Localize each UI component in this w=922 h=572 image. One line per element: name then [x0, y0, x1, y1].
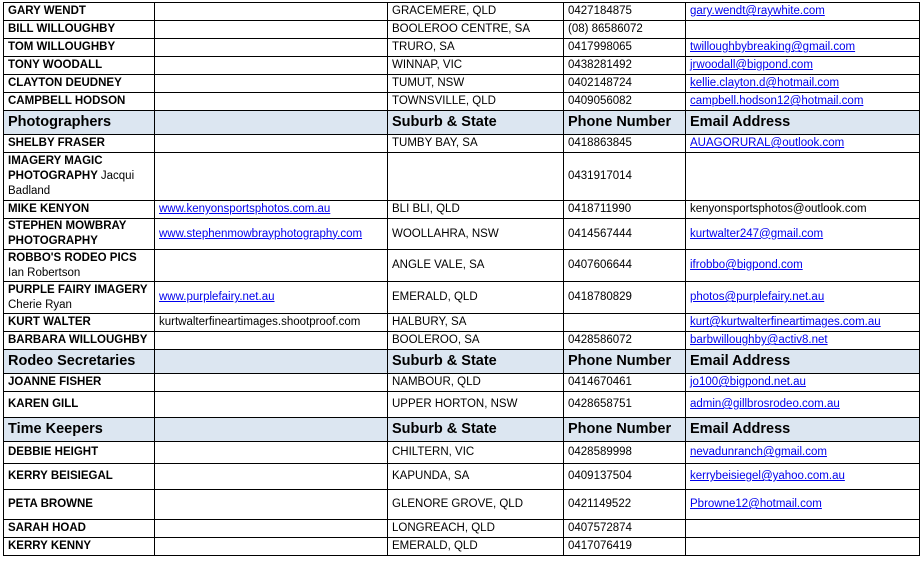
phone-number: 0428586072: [568, 334, 632, 346]
suburb-state: UPPER HORTON, NSW: [392, 398, 518, 410]
suburb-state: NAMBOUR, QLD: [392, 376, 481, 388]
contact-name: GARY WENDT: [8, 5, 86, 17]
email-link: kenyonsportsphotos@outlook.com: [690, 203, 867, 215]
contact-person: Jacqui Badland: [8, 170, 135, 197]
email-link[interactable]: admin@gillbrosrodeo.com.au: [690, 398, 840, 410]
suburb-state: TUMBY BAY, SA: [392, 137, 478, 149]
phone-number: 0431917014: [568, 170, 632, 182]
table-row: [4, 57, 920, 75]
table-row: [4, 314, 920, 332]
contact-name: DEBBIE HEIGHT: [8, 446, 99, 458]
phone-number: 0417998065: [568, 41, 632, 53]
email-link[interactable]: AUAGORURAL@outlook.com: [690, 137, 845, 149]
column-header-email: Email Address: [690, 353, 791, 369]
phone-number: 0409137504: [568, 470, 632, 482]
contact-name: MIKE KENYON: [8, 203, 90, 215]
contact-name: CAMPBELL HODSON: [8, 95, 126, 107]
phone-number: 0427184875: [568, 5, 632, 17]
column-header-phone: Phone Number: [568, 114, 672, 130]
column-header-suburb: Suburb & State: [392, 421, 497, 437]
suburb-state: GLENORE GROVE, QLD: [392, 498, 524, 510]
suburb-state: TOWNSVILLE, QLD: [392, 95, 496, 107]
email-link[interactable]: ifrobbo@bigpond.com: [690, 259, 803, 271]
contact-name: KAREN GILL: [8, 398, 79, 410]
contact-name: JOANNE FISHER: [8, 376, 102, 388]
contact-name: KERRY BEISIEGAL: [8, 470, 113, 482]
email-link[interactable]: twilloughbybreaking@gmail.com: [690, 41, 856, 53]
table-row: [4, 332, 920, 350]
section-header-rodeo-secretaries: [4, 350, 920, 374]
contact-name: PURPLE FAIRY IMAGERY: [8, 283, 148, 296]
contact-name: KERRY KENNY: [8, 540, 92, 552]
email-link[interactable]: kerrybeisiegel@yahoo.com.au: [690, 470, 845, 482]
table-row: [4, 250, 920, 282]
contact-name: CLAYTON DEUDNEY: [8, 77, 122, 89]
phone-number: 0402148724: [568, 77, 632, 89]
website-link[interactable]: www.purplefairy.net.au: [159, 291, 275, 303]
contact-name: STEPHEN MOWBRAY PHOTOGRAPHY: [8, 220, 127, 247]
table-row: [4, 442, 920, 464]
table-row: [4, 374, 920, 392]
phone-number: 0421149522: [568, 498, 632, 510]
contact-name: KURT WALTER: [8, 316, 91, 328]
phone-number: (08) 86586072: [568, 23, 643, 35]
email-link[interactable]: kurt@kurtwalterfineartimages.com.au: [690, 316, 881, 328]
contact-name: BARBARA WILLOUGHBY: [8, 334, 148, 346]
table-row: [4, 219, 920, 250]
section-title: Rodeo Secretaries: [8, 353, 136, 369]
email-link[interactable]: jo100@bigpond.net.au: [690, 376, 806, 388]
suburb-state: WOOLLAHRA, NSW: [392, 227, 499, 240]
table-row: [4, 538, 920, 556]
table-body: [4, 3, 920, 556]
column-header-email: Email Address: [690, 421, 791, 437]
suburb-state: ANGLE VALE, SA: [392, 259, 485, 271]
suburb-state: BLI BLI, QLD: [392, 203, 460, 215]
table-row: [4, 392, 920, 418]
contact-directory-table: [3, 2, 920, 556]
table-row: [4, 3, 920, 21]
phone-number: 0418780829: [568, 291, 632, 303]
suburb-state: TRURO, SA: [392, 41, 455, 53]
email-link[interactable]: barbwilloughby@activ8.net: [690, 334, 828, 346]
phone-number: 0417076419: [568, 540, 632, 552]
suburb-state: KAPUNDA, SA: [392, 470, 470, 482]
email-link[interactable]: campbell.hodson12@hotmail.com: [690, 95, 864, 107]
phone-number: 0418711990: [568, 203, 632, 215]
section-header-photographers: [4, 111, 920, 135]
column-header-phone: Phone Number: [568, 421, 672, 437]
email-link[interactable]: Pbrowne12@hotmail.com: [690, 498, 822, 510]
contact-name: TONY WOODALL: [8, 59, 103, 71]
website-link: kurtwalterfineartimages.shootproof.com: [159, 316, 361, 328]
suburb-state: BOOLEROO CENTRE, SA: [392, 23, 531, 35]
table-row: [4, 282, 920, 314]
phone-number: 0409056082: [568, 95, 632, 107]
section-header-time-keepers: [4, 418, 920, 442]
website-link[interactable]: www.kenyonsportsphotos.com.au: [159, 203, 331, 215]
contact-name: PETA BROWNE: [8, 498, 93, 510]
email-link[interactable]: kurtwalter247@gmail.com: [690, 227, 824, 240]
email-link[interactable]: kellie.clayton.d@hotmail.com: [690, 77, 840, 89]
website-link[interactable]: www.stephenmowbrayphotography.com: [159, 227, 363, 240]
phone-number: 0438281492: [568, 59, 632, 71]
email-link[interactable]: photos@purplefairy.net.au: [690, 291, 825, 303]
table-row: [4, 464, 920, 490]
contact-person: Ian Robertson: [8, 266, 81, 279]
column-header-email: Email Address: [690, 114, 791, 130]
contact-name: TOM WILLOUGHBY: [8, 41, 116, 53]
table-row: [4, 39, 920, 57]
column-header-suburb: Suburb & State: [392, 114, 497, 130]
suburb-state: WINNAP, VIC: [392, 59, 463, 71]
contact-name: ROBBO'S RODEO PICS: [8, 251, 137, 264]
contact-person: Cherie Ryan: [8, 298, 72, 311]
phone-number: 0428589998: [568, 446, 632, 458]
contact-name: IMAGERY MAGIC PHOTOGRAPHY: [8, 155, 103, 182]
section-title: Time Keepers: [8, 421, 103, 437]
suburb-state: BOOLEROO, SA: [392, 334, 480, 346]
contact-name: SARAH HOAD: [8, 522, 86, 534]
contact-name: BILL WILLOUGHBY: [8, 23, 116, 35]
email-link[interactable]: gary.wendt@raywhite.com: [690, 5, 825, 17]
table-row: [4, 520, 920, 538]
phone-number: 0414567444: [568, 227, 632, 240]
table-row: [4, 93, 920, 111]
email-link[interactable]: jrwoodall@bigpond.com: [690, 59, 813, 71]
section-title: Photographers: [8, 114, 112, 130]
suburb-state: CHILTERN, VIC: [392, 446, 475, 458]
email-link[interactable]: nevadunranch@gmail.com: [690, 446, 827, 458]
table-row: [4, 490, 920, 520]
suburb-state: LONGREACH, QLD: [392, 522, 495, 534]
table-row: [4, 135, 920, 153]
suburb-state: HALBURY, SA: [392, 316, 467, 328]
table-row: [4, 75, 920, 93]
column-header-suburb: Suburb & State: [392, 353, 497, 369]
phone-number: 0407572874: [568, 522, 632, 534]
contact-name: SHELBY FRASER: [8, 137, 105, 149]
suburb-state: GRACEMERE, QLD: [392, 5, 497, 17]
table-row: [4, 153, 920, 201]
phone-number: 0407606644: [568, 259, 632, 271]
table-row: [4, 21, 920, 39]
suburb-state: EMERALD, QLD: [392, 291, 478, 303]
suburb-state: TUMUT, NSW: [392, 77, 465, 89]
phone-number: 0414670461: [568, 376, 632, 388]
column-header-phone: Phone Number: [568, 353, 672, 369]
table-row: [4, 201, 920, 219]
phone-number: 0428658751: [568, 398, 632, 410]
phone-number: 0418863845: [568, 137, 632, 149]
suburb-state: EMERALD, QLD: [392, 540, 478, 552]
